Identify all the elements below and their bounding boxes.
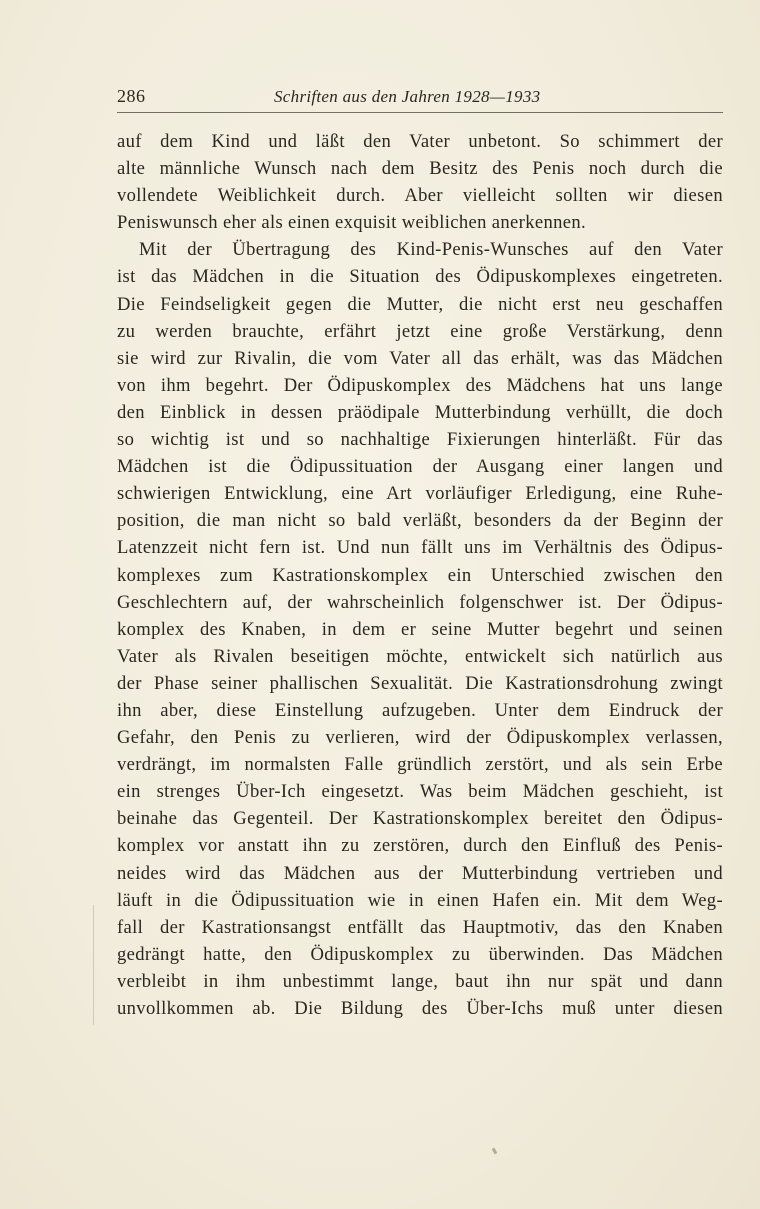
text-line: gedrängt hatte, den Ödipuskomplex zu überwinden. Das Mädchen [117, 943, 723, 965]
page-number: 286 [117, 86, 146, 106]
text-line: komplex des Knaben, in dem er seine Mutter begehrt und seinen [117, 618, 723, 640]
text-line: verdrängt, im normalsten Falle gründlich zerstört, und als sein Erbe [117, 754, 723, 776]
text-line: Die Feindseligkeit gegen die Mutter, die nicht erst neu geschaffen [117, 293, 723, 315]
text-line: auf dem Kind und läßt den Vater unbetont. So schimmert der [117, 131, 723, 152]
text-line: beinahe das Gegenteil. Der Kastrationskomplex bereitet den Ödipus- [117, 808, 723, 830]
text-line: komplex vor anstatt ihn zu zerstören, durch den Einfluß des Penis- [117, 835, 723, 857]
text-line: läuft in die Ödipussituation wie in einen Hafen ein. Mit dem Weg- [117, 889, 723, 911]
text-line: der Phase seiner phallischen Sexualität. Die Kastrationsdrohung zwingt [117, 672, 723, 694]
text-line: Latenzzeit nicht fern ist. Und nun fällt uns im Verhältnis des Ödipus- [117, 537, 723, 559]
text-line: alte männliche Wunsch nach dem Besitz des Penis noch durch die [117, 158, 723, 180]
text-line: Mit der Übertragung des Kind-Penis-Wunsches auf den Vater [139, 239, 723, 261]
page-header [117, 86, 723, 112]
text-line: Vater als Rivalen beseitigen möchte, entwickelt sich natürlich aus [117, 645, 723, 667]
text-line: ihn aber, diese Einstellung aufzugeben. Unter dem Eindruck der [117, 699, 723, 721]
text-line: ein strenges Über-Ich eingesetzt. Was beim Mädchen geschieht, ist [117, 781, 723, 803]
text-line: sie wird zur Rivalin, die vom Vater all das erhält, was das Mädchen [117, 347, 723, 369]
text-line: Geschlechtern auf, der wahrscheinlich folgenschwer ist. Der Ödipus- [117, 591, 723, 613]
text-line: unvollkommen ab. Die Bildung des Über-Ichs muß unter diesen [117, 998, 723, 1019]
text-line: von ihm begehrt. Der Ödipuskomplex des Mädchens hat uns lange [117, 374, 723, 396]
header-rule [117, 112, 723, 113]
text-line: zu werden brauchte, erfährt jetzt eine große Verstärkung, denn [117, 320, 723, 342]
text-line: fall der Kastrationsangst entfällt das Hauptmotiv, das den Knaben [117, 916, 723, 938]
text-line: Peniswunsch eher als einen exquisit weiblichen anerkennen. [117, 212, 586, 234]
text-line: neides wird das Mädchen aus der Mutterbindung vertrieben und [117, 862, 723, 884]
text-line: ist das Mädchen in die Situation des Ödipuskomplexes eingetreten. [117, 266, 723, 288]
text-line: so wichtig ist und so nachhaltige Fixierungen hinterläßt. Für das [117, 429, 723, 451]
text-line: position, die man nicht so bald verläßt, besonders da der Beginn der [117, 510, 723, 532]
text-line: komplexes zum Kastrationskomplex ein Unterschied zwischen den [117, 564, 723, 586]
text-line: den Einblick in dessen präödipale Mutterbindung verhüllt, die doch [117, 401, 723, 423]
text-line: verbleibt in ihm unbestimmt lange, baut ihn nur spät und dann [117, 970, 723, 992]
text-line: vollendete Weiblichkeit durch. Aber vielleicht sollten wir diesen [117, 185, 723, 207]
margin-pencil-mark [93, 905, 94, 1025]
text-line: schwierigen Entwicklung, eine Art vorläufiger Erledigung, eine Ruhe- [117, 483, 723, 505]
running-head: Schriften aus den Jahren 1928—1933 [274, 87, 541, 106]
body-text [117, 128, 723, 1022]
text-line: Mädchen ist die Ödipussituation der Ausgang einer langen und [117, 456, 723, 478]
text-line: Gefahr, den Penis zu verlieren, wird der Ödipuskomplex verlassen, [117, 727, 723, 749]
paper-speck [492, 1148, 498, 1155]
